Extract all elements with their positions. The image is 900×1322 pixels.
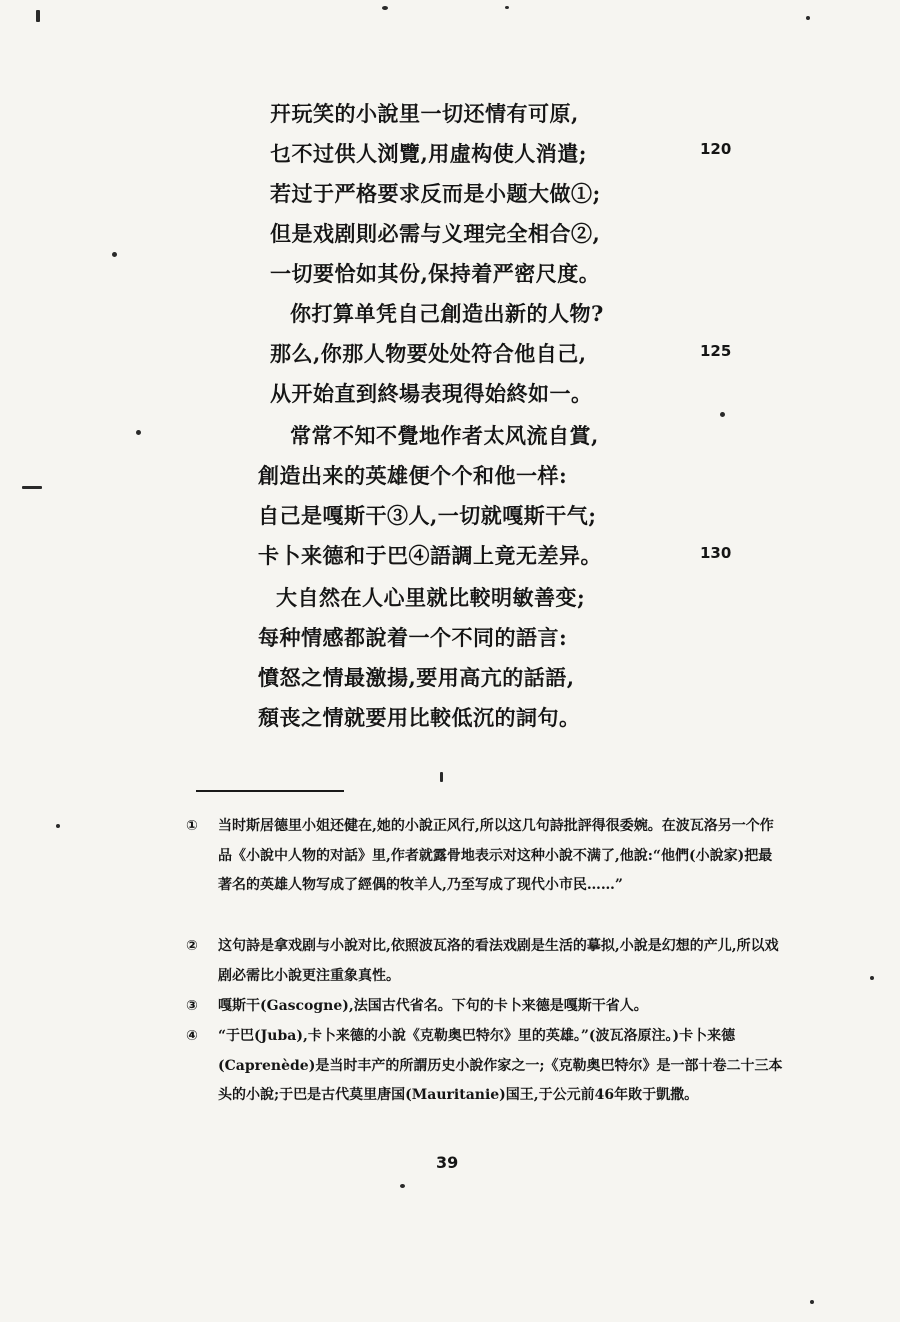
line-number: 130 — [700, 544, 732, 562]
poem-line: 但是戏剧則必需与义理完全相合②, — [270, 221, 601, 246]
scan-speck — [36, 10, 40, 22]
poem-line: 創造出来的英雄便个个和他一样: — [258, 463, 568, 488]
footnote-marker: ① — [186, 818, 198, 834]
poem-line: 每种情感都說着一个不同的語言: — [258, 625, 568, 650]
scan-speck — [112, 252, 117, 257]
footnote-text: 嘎斯干(Gascogne),法国古代省名。下句的卡卜来德是嘎斯干省人。 — [218, 998, 648, 1014]
scan-speck — [720, 412, 725, 417]
poem-line: 常常不知不覺地作者太风流自賞, — [290, 423, 599, 448]
footnote-text: “于巴(Juba),卡卜来德的小說《克勒奥巴特尔》里的英雄。”(波瓦洛原注。)卡卜来德(Caprenède)是当时丰产的所謂历史小說作家之一;《克勒奥巴特尔》是一部十卷二十三本头的小說;于巴是古代莫里唐国(Mauritanie)国王,于公元前46年敗于凱撒。 — [218, 1028, 783, 1103]
scan-speck — [382, 6, 388, 10]
footnote — [186, 1022, 786, 1111]
poem-line: 那么,你那人物要处处符合他自己, — [270, 341, 587, 366]
poem-line: 大自然在人心里就比較明敏善变; — [276, 585, 586, 610]
footnote — [186, 812, 786, 901]
scan-speck — [56, 824, 60, 828]
scan-speck — [870, 976, 874, 980]
poem-line: 一切要恰如其份,保持着严密尺度。 — [270, 261, 601, 286]
footnote-text: 当时斯居德里小姐还健在,她的小說正风行,所以这几句詩批評得很委婉。在波瓦洛另一个作品《小說中人物的对話》里,作者就露骨地表示对这种小說不满了,他說:“他們(小說家)把最著名的英雄人物写成了經偶的牧羊人,乃至写成了现代小市民……” — [218, 818, 774, 893]
scan-speck — [505, 6, 509, 9]
scan-speck — [806, 16, 810, 20]
page-number: 39 — [436, 1153, 459, 1172]
footnote-text: 这句詩是拿戏剧与小說对比,依照波瓦洛的看法戏剧是生活的摹拟,小說是幻想的产儿,所以戏剧必需比小說更注重象真性。 — [218, 938, 779, 984]
poem-line: 若过于严格要求反而是小题大做①; — [270, 181, 601, 206]
line-number: 125 — [700, 342, 732, 360]
footnote-separator — [196, 790, 344, 792]
footnote-marker: ③ — [186, 998, 198, 1014]
scan-speck — [136, 430, 141, 435]
scan-speck — [810, 1300, 814, 1304]
poem-line: 你打算单凭自己創造出新的人物? — [290, 301, 604, 326]
scan-speck — [22, 486, 42, 489]
footnote — [186, 932, 786, 991]
poem-line: 乜不过供人浏覽,用虛构使人消遣; — [270, 141, 588, 166]
footnote — [186, 992, 786, 1022]
footnote-marker: ④ — [186, 1028, 198, 1044]
poem-line: 从开始直到終場表現得始終如一。 — [270, 381, 593, 406]
poem-line: 憤怒之情最激揚,要用高亢的話語, — [258, 665, 575, 690]
poem-line: 頹丧之情就要用比較低沉的詞句。 — [258, 705, 581, 730]
line-number: 120 — [700, 140, 732, 158]
poem-line: 卡卜来德和于巴④語調上竟无差异。 — [258, 543, 602, 568]
poem-line: 自己是嘎斯干③人,一切就嘎斯干气; — [258, 503, 597, 528]
scan-speck — [400, 1184, 405, 1188]
poem-line: 幵玩笑的小說里一切还情有可原, — [270, 101, 579, 126]
footnote-marker: ② — [186, 938, 198, 954]
scan-speck — [440, 772, 443, 782]
